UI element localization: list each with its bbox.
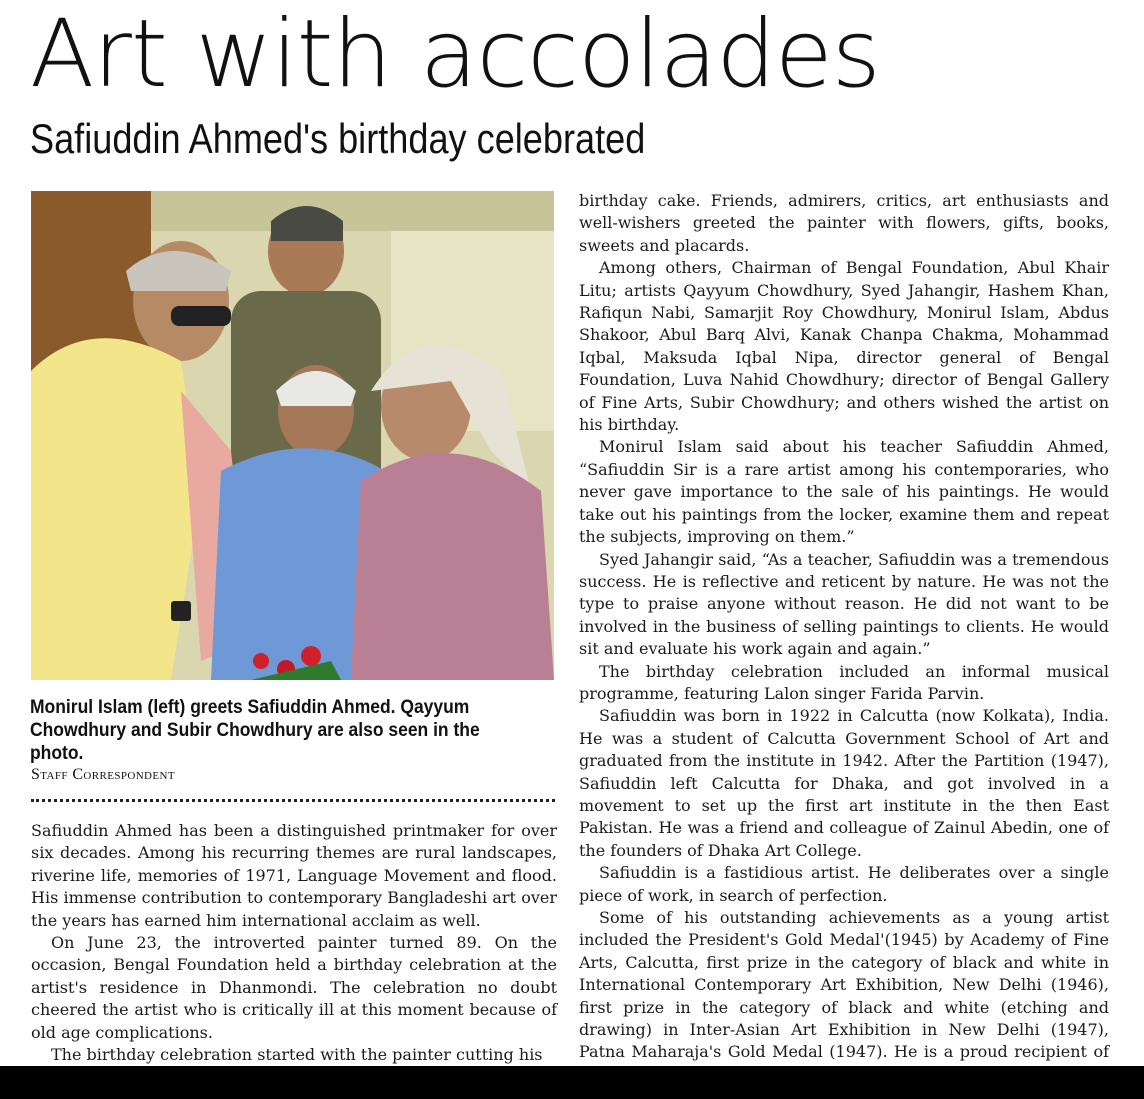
left-column [31, 820, 557, 1066]
paragraph: birthday cake. Friends, admirers, critics, art enthusiasts and well-wishers greeted the painter with flowers, gifts, books, sweets and placards. [579, 191, 1109, 255]
paragraph: Safiuddin is a fastidious artist. He deliberates over a single piece of work, in search of perfection. [579, 863, 1109, 905]
paragraph: Monirul Islam said about his teacher Safiuddin Ahmed, “Safiuddin Sir is a rare artist among his contemporaries, who never gave importance to the sale of his paintings. He would take out his paintings from the locker, examine them and repeat the subjects, improving on them.” [579, 437, 1109, 547]
paragraph: The birthday celebration started with the painter cutting his [51, 1045, 543, 1065]
bottom-black-bar [0, 1066, 1144, 1099]
article-photo [31, 191, 554, 680]
paragraph: Syed Jahangir said, “As a teacher, Safiuddin was a tremendous success. He is reflective and reticent by nature. He was not the type to praise anyone without reason. He did not want to be involved in the business of selling paintings to clients. He would sit and evaluate his work again and again.” [579, 549, 1109, 659]
dotted-divider [31, 799, 555, 802]
paragraph: Among others, Chairman of Bengal Foundation, Abul Khair Litu; artists Qayyum Chowdhury, Syed Jahangir, Hashem Khan, Rafiqun Nabi, Samarjit Roy Chowdhury, Monirul Islam, Abdus Shakoor, Abul Barq Alvi, Kanak Chanpa Chakma, Mohammad Iqbal, Maksuda Iqbal Nipa, director general of Bengal Foundation, Luva Nahid Chowdhury; director of Bengal Gallery of Fine Arts, Subir Chowdhury; and others wished the artist on his birthday. [579, 258, 1109, 435]
paragraph: Safiuddin was born in 1922 in Calcutta (now Kolkata), India. He was a student of Calcutta Government School of Art and graduated from the institute in 1942. After the Partition (1947), Safiuddin left Calcutta for Dhaka, and got involved in a movement to set up the first art institute in the then East Pakistan. He was a friend and colleague of Zainul Abedin, one of the founders of Dhaka Art College. [579, 706, 1109, 860]
subheadline: Safiuddin Ahmed's birthday celebrated [30, 115, 646, 162]
photo-caption: Monirul Islam (left) greets Safiuddin Ahmed. Qayyum Chowdhury and Subir Chowdhury are also seen in the photo. [30, 697, 480, 764]
paragraph: Some of his outstanding achievements as a young artist included the President's Gold Medal'(1945) by Academy of Fine Arts, Calcutta, first prize in the category of black and white in International Contemporary Art Exhibition, New Delhi (1946), first prize in the category of black and white (etching and drawing) in Inter-Asian Art Exhibition in New Delhi (1947), Patna Maharaja's Gold Medal (1947). He is a proud recipient of [579, 908, 1109, 1062]
paragraph: Safiuddin Ahmed has been a distinguished printmaker for over six decades. Among his recurring themes are rural landscapes, riverine life, memories of 1971, Language Movement and flood. His immense contribution to contemporary Bangladeshi art over the years has earned him international acclaim as well. [31, 821, 557, 930]
paragraph: The birthday celebration included an informal musical programme, featuring Lalon singer Farida Parvin. [579, 661, 1109, 703]
right-column [579, 190, 1109, 1086]
paragraph: On June 23, the introverted painter turned 89. On the occasion, Bengal Foundation held a birthday celebration at the artist's residence in Dhanmondi. The celebration no doubt cheered the artist who is critically ill at this moment because of old age complications. [31, 933, 557, 1042]
byline: Staff Correspondent [31, 766, 175, 783]
headline: Art with accolades [30, 0, 880, 109]
